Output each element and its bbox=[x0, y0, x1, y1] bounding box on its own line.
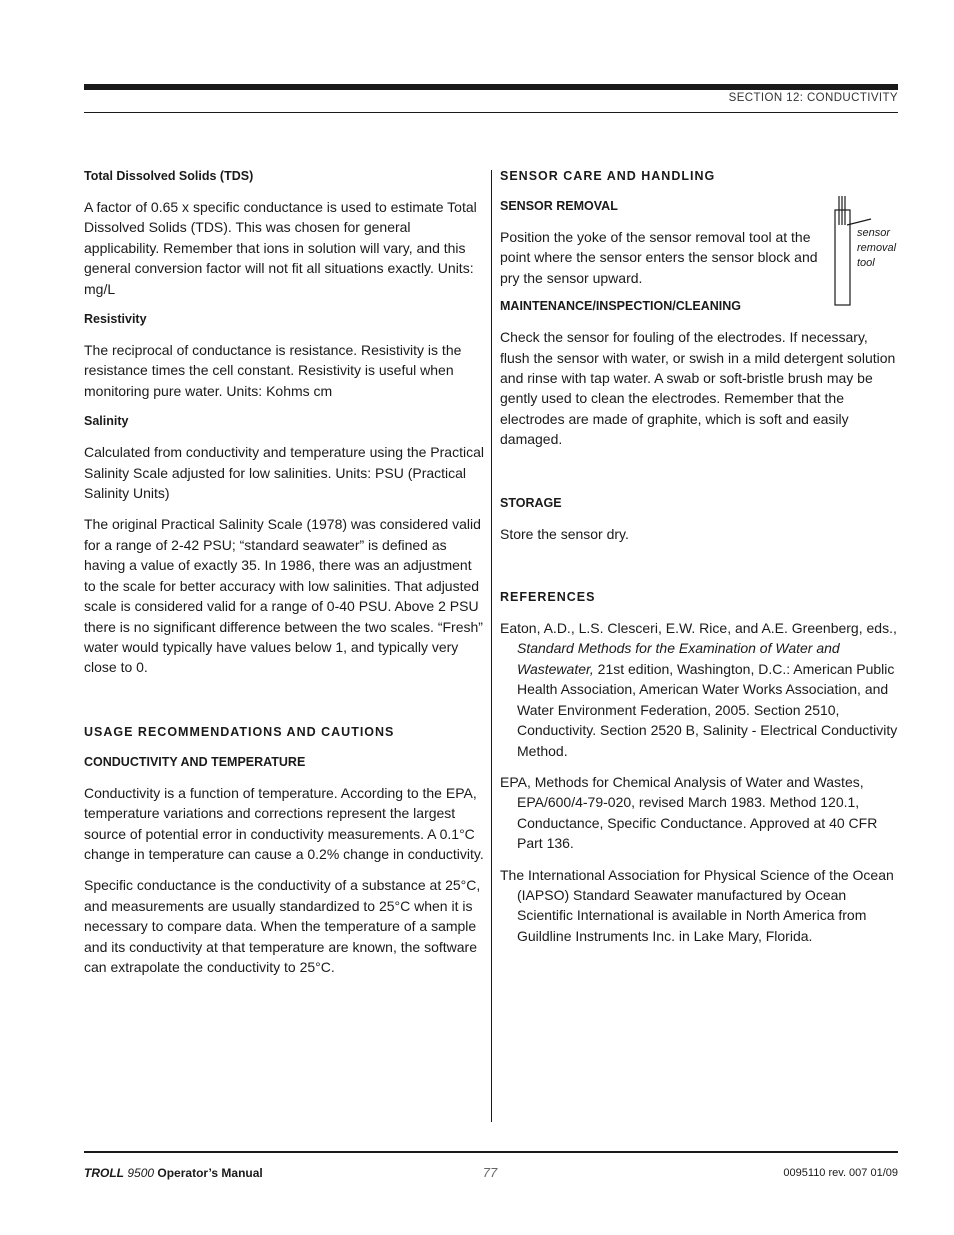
conductivity-temperature-paragraph-2: Specific conductance is the conductivity of a substance at 25°C, and measurements are usually standardized to 25°C when it is necessary to compare data. When the temperature of a sample and its conductivity at that temperature are known, the software can extrapolate the conductivity to 25°C. bbox=[84, 877, 481, 975]
sensor-care-heading: SENSOR CARE AND HANDLING bbox=[500, 169, 716, 183]
sensor-removal-paragraph: Position the yoke of the sensor removal tool at the point where the sensor enters the sensor block and pry the sensor upward. bbox=[500, 229, 818, 286]
references-heading: REFERENCES bbox=[500, 590, 596, 605]
header-thin-rule bbox=[84, 112, 898, 113]
footer-manual-title bbox=[84, 1166, 263, 1180]
usage-heading: USAGE RECOMMENDATIONS AND CAUTIONS bbox=[84, 724, 395, 739]
conductivity-temperature-paragraph-1: Conductivity is a function of temperature. According to the EPA, temperature variations and corrections represent the largest source of potential error in conductivity measurements. A 0.1°C change in temperature can cause a 0.2% change in conductivity. bbox=[84, 784, 484, 862]
reference-1 bbox=[500, 618, 898, 761]
maintenance-paragraph: Check the sensor for fouling of the electrodes. If necessary, flush the sensor with water, or swish in a mild detergent solution and rinse with tap water. A swab or soft-bristle brush may be gently used to clean the electrodes. Remember that the electrodes are made of graphite, which is soft and easily damaged. bbox=[500, 329, 896, 448]
document-id: 0095110 rev. 007 01/09 bbox=[783, 1167, 898, 1179]
right-column bbox=[500, 168, 898, 946]
footer-brand: TROLL bbox=[84, 1166, 124, 1180]
salinity-paragraph-1: Calculated from conductivity and temperature using the Practical Salinity Scale adjusted for low salinities. Units: PSU (Practical Salinity Units) bbox=[84, 444, 484, 502]
footer-rule bbox=[84, 1151, 898, 1153]
tool-caption-line-1: sensor bbox=[857, 227, 891, 239]
page-number: 77 bbox=[482, 1165, 498, 1180]
reference-2: EPA, Methods for Chemical Analysis of Water and Wastes, EPA/600/4-79-020, revised March 1983. Method 120.1, Conductance, Specific Conductance. Approved at 40 CFR Part 136. bbox=[500, 773, 878, 852]
reference-1-authors: Eaton, A.D., L.S. Clesceri, E.W. Rice, and A.E. Greenberg, eds., bbox=[500, 620, 897, 637]
reference-1-title: Standard Methods for the Examination of Water and Wastewater, bbox=[517, 640, 840, 677]
footer-model: 9500 bbox=[127, 1166, 155, 1180]
storage-heading: STORAGE bbox=[500, 495, 562, 510]
salinity-paragraph-2: The original Practical Salinity Scale (1978) was considered valid for a range of 2-42 PSU; “standard seawater” is defined as having a value of exactly 35. In 1986, there was an adjustment to the scale for better accuracy with low salinities. That adjusted scale is considered valid for a range of 0-40 PSU. Above 2 PSU there is no significant difference between the two scales. “Fresh” water would typically have values below 1, and typically very close to 0. bbox=[84, 516, 483, 676]
sensor-removal-tool-caption bbox=[857, 226, 896, 271]
column-divider bbox=[491, 170, 492, 1122]
conductivity-temperature-heading: CONDUCTIVITY AND TEMPERATURE bbox=[84, 754, 306, 769]
salinity-heading: Salinity bbox=[84, 414, 129, 429]
left-column bbox=[84, 168, 484, 977]
storage-paragraph: Store the sensor dry. bbox=[500, 525, 629, 542]
reference-3: The International Association for Physical Science of the Ocean (IAPSO) Standard Seawater manufactured by Ocean Scientific International is available in North America from Guildline Instruments Inc. in Lake Mary, Florida. bbox=[500, 866, 894, 944]
resistivity-heading: Resistivity bbox=[84, 312, 147, 327]
tool-caption-line-3: tool bbox=[857, 257, 875, 269]
section-label: SECTION 12: CONDUCTIVITY bbox=[728, 92, 898, 104]
tds-paragraph: A factor of 0.65 x specific conductance is used to estimate Total Dissolved Solids (TDS). This was chosen for general applicability. Remember that ions in solution will vary, and this general conversion factor will not fit all situations exactly. Units: mg/L bbox=[84, 199, 477, 297]
reference-1-details: 21st edition, Washington, D.C.: American Public Health Association, American Water Works Association, and Water Environment Federation, 2005. Section 2510, Conductivity. Section 2520 B, Salinity - Electrical Conductivity Method. bbox=[517, 660, 898, 759]
maintenance-heading: MAINTENANCE/INSPECTION/CLEANING bbox=[500, 299, 741, 314]
resistivity-paragraph: The reciprocal of conductance is resistance. Resistivity is the resistance times the cell constant. Resistivity is useful when monitoring pure water. Units: Kohms cm bbox=[84, 342, 462, 399]
tool-caption-line-2: removal bbox=[857, 242, 897, 254]
footer-manual-label: Operator’s Manual bbox=[157, 1166, 263, 1180]
sensor-removal-heading: SENSOR REMOVAL bbox=[500, 199, 618, 213]
header-thick-rule bbox=[84, 84, 898, 90]
tds-heading: Total Dissolved Solids (TDS) bbox=[84, 169, 254, 183]
